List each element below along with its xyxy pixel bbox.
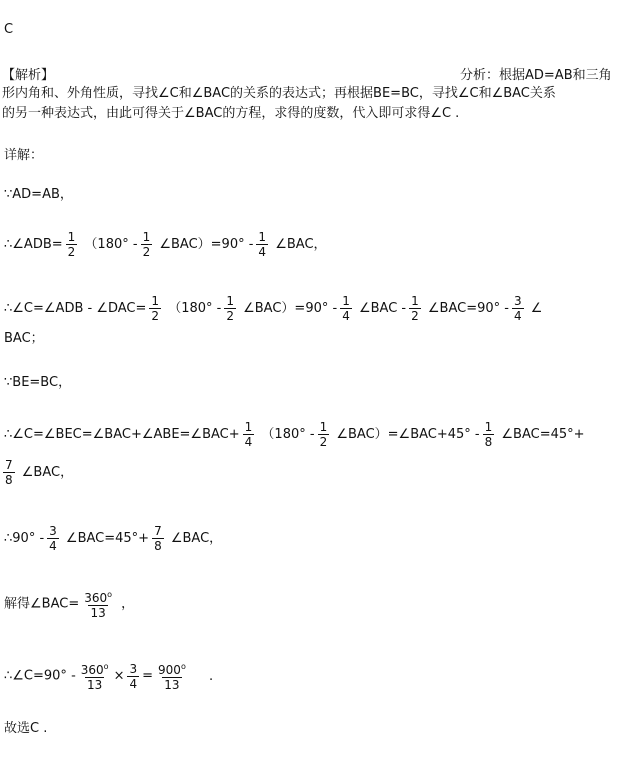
step-2-text-a: ∴∠ADB= (4, 237, 63, 252)
step-5 (4, 420, 585, 449)
step-7-text-a: 解得∠BAC= (4, 596, 80, 612)
step-3-text-a: ∴∠C=∠ADB - ∠DAC= (4, 301, 147, 316)
fraction: $\frac{1}{2}$ (142, 230, 151, 259)
times-sign: × (113, 668, 125, 684)
step-5-wrap (0, 458, 73, 487)
step-9: 故选C . (4, 721, 48, 736)
fraction: $\frac{1}{2}$ (411, 294, 419, 323)
step-1: ∵AD=AB， (4, 187, 73, 202)
step-6-text-a: ∴90° - (4, 531, 45, 546)
analysis-line-2: 形内角和、外角性质，寻找∠C和∠BAC的关系的表达式；再根据BE=BC，寻找∠C和∠BAC关系 (2, 86, 556, 101)
step-3-text-c: ∠BAC）=90° - (243, 301, 338, 316)
step-4: ∵BE=BC， (4, 375, 72, 390)
step-5-text-e: ∠BAC， (21, 465, 74, 480)
step-7-text-b: ， (121, 596, 135, 612)
answer-letter: C (4, 22, 14, 37)
step-3-text-e: ∠BAC=90° - (427, 301, 509, 316)
step-5-text-a: ∴∠C=∠BEC=∠BAC+∠ABE=∠BAC+ (4, 427, 240, 442)
step-3-text-f: ∠ (530, 301, 543, 316)
fraction: $\frac{1}{4}$ (342, 294, 350, 323)
analysis-line-1: 分析：根据AD=AB和三角 (460, 68, 612, 83)
step-3-wrap: BAC； (4, 331, 44, 346)
fraction: $\frac{360^o}{13}$ (84, 590, 113, 620)
step-2-text-d: ∠BAC， (275, 237, 327, 252)
step-5-text-c: ∠BAC）=∠BAC+45° - (336, 427, 480, 442)
fraction: $\frac{1}{8}$ (484, 420, 493, 449)
fraction: $\frac{1}{2}$ (67, 230, 76, 259)
step-5-text-d: ∠BAC=45°+ (501, 427, 585, 442)
fraction: $\frac{3}{4}$ (513, 294, 522, 323)
step-8 (4, 660, 213, 692)
step-3-text-d: ∠BAC - (358, 301, 407, 316)
detail-label: 详解： (4, 148, 44, 163)
fraction: $\frac{900^o}{13}$ (158, 662, 186, 692)
step-8-period: . (208, 668, 214, 684)
equals-sign: = (142, 668, 154, 684)
fraction: $\frac{1}{2}$ (151, 294, 160, 323)
fraction: $\frac{1}{2}$ (319, 420, 328, 449)
solution-heading: 【解析】 (2, 68, 55, 83)
step-2 (4, 230, 327, 259)
step-2-text-c: ∠BAC）=90° - (159, 237, 254, 252)
step-2-text-b: （180° - (84, 237, 138, 252)
fraction: $\frac{1}{2}$ (226, 294, 234, 323)
step-6 (4, 524, 222, 553)
fraction: $\frac{7}{8}$ (5, 458, 13, 487)
fraction: $\frac{3}{4}$ (49, 524, 57, 553)
step-8-text-a: ∴∠C=90° - (4, 668, 76, 684)
step-6-text-c: ∠BAC， (170, 531, 223, 546)
fraction: $\frac{360^o}{13}$ (80, 662, 109, 692)
step-3 (4, 294, 542, 323)
step-7 (4, 588, 134, 620)
step-5-text-b: （180° - (261, 427, 315, 442)
fraction: $\frac{7}{8}$ (154, 524, 162, 553)
analysis-line-3: 的另一种表达式，由此可得关于∠BAC的方程，求得的度数，代入即可求得∠C . (2, 106, 460, 121)
fraction: $\frac{1}{4}$ (258, 230, 267, 259)
step-3-text-b: （180° - (168, 301, 222, 316)
fraction: $\frac{3}{4}$ (129, 661, 138, 691)
fraction: $\frac{1}{4}$ (244, 420, 253, 449)
step-6-text-b: ∠BAC=45°+ (65, 531, 150, 546)
